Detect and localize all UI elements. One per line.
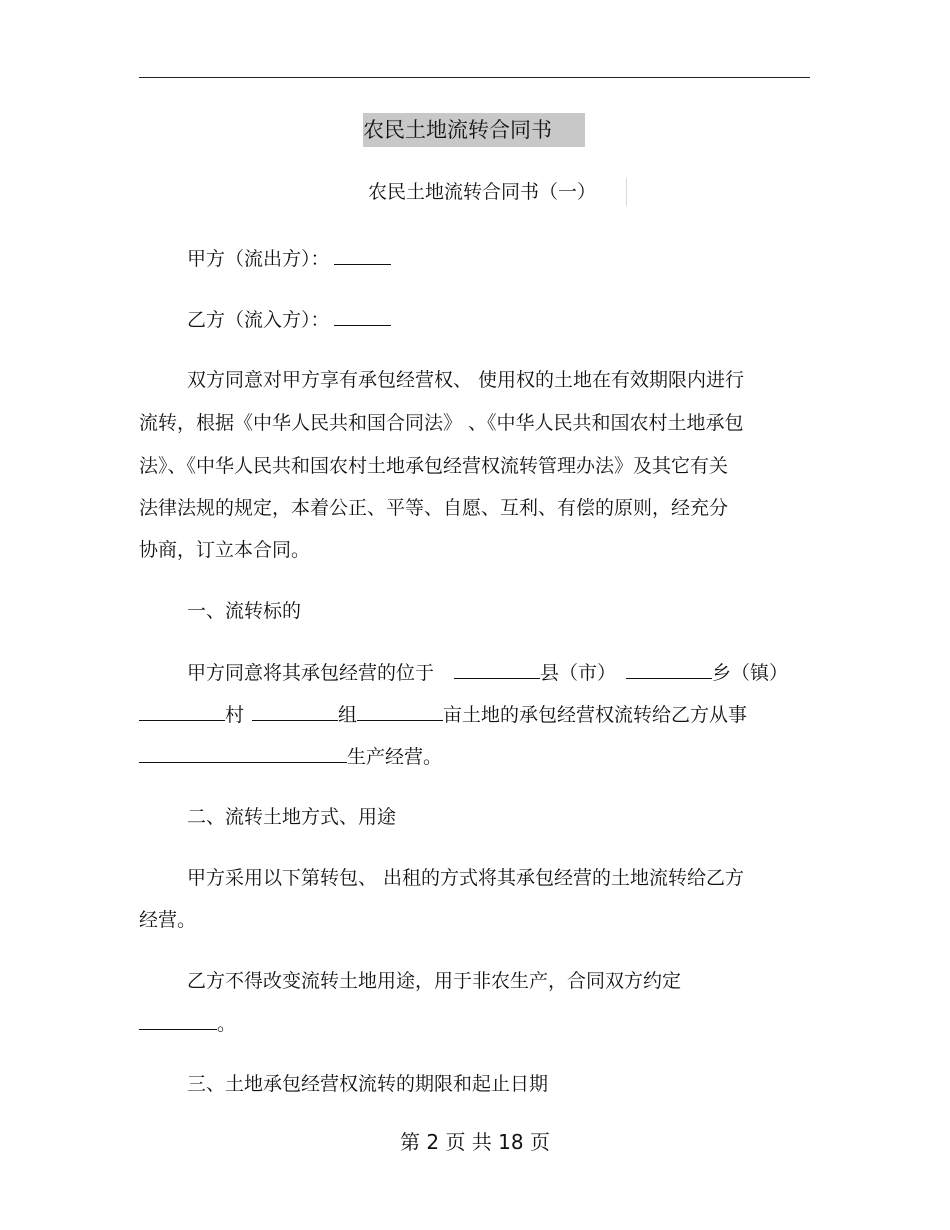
section-3-heading: 三、土地承包经营权流转的期限和起止日期 (187, 1073, 549, 1095)
section-1-line-2 (139, 700, 747, 729)
intro-line-2: 流转，根据《中华人民共和国合同法》 、《中华人民共和国农村土地承包 (139, 412, 744, 434)
group-label: 组 (338, 704, 358, 726)
intro-line-5: 协商，订立本合同。 (139, 539, 311, 561)
acreage-blank (357, 700, 443, 721)
acreage-text: 亩土地的承包经营权流转给乙方从事 (443, 704, 748, 726)
document-title: 农民土地流转合同书 (363, 113, 585, 147)
section-2-heading: 二、流转土地方式、用途 (187, 806, 397, 828)
production-blank (139, 742, 347, 763)
section-2-line-3: 乙方不得改变流转土地用途，用于非农生产，合同双方约定 (187, 970, 682, 992)
party-a-blank (334, 244, 391, 265)
township-label: 乡（镇） (712, 662, 789, 684)
document-subtitle: 农民土地流转合同书（一） (368, 178, 627, 206)
group-blank (252, 700, 338, 721)
page-footer: 第 2 页 共 18 页 (400, 1130, 550, 1154)
party-a-line (187, 244, 391, 273)
production-suffix: 生产经营。 (347, 746, 443, 768)
section-2-line-2: 经营。 (139, 909, 197, 931)
party-b-line (187, 305, 391, 334)
intro-line-3: 法》、《中华人民共和国农村土地承包经营权流转管理办法》及其它有关 (139, 455, 729, 477)
village-blank (139, 700, 225, 721)
intro-line-4: 法律法规的规定，本着公正、平等、自愿、互利、有偿的原则，经充分 (139, 497, 729, 519)
section-1-heading: 一、流转标的 (187, 600, 302, 622)
section-1-line-1 (187, 658, 788, 687)
header-rule (139, 77, 810, 78)
party-a-label: 甲方（流出方）： (187, 248, 330, 270)
township-blank (626, 658, 712, 679)
county-label: 县（市） (540, 662, 617, 684)
party-b-blank (334, 305, 391, 326)
county-blank (454, 658, 540, 679)
party-b-label: 乙方（流入方）： (187, 309, 330, 331)
section-2-line-1: 甲方采用以下第转包、 出租的方式将其承包经营的土地流转给乙方 (187, 867, 745, 889)
village-label: 村 (225, 704, 245, 726)
agreed-use-end: 。 (217, 1013, 237, 1035)
location-prefix: 甲方同意将其承包经营的位于 (187, 662, 435, 684)
intro-line-1: 双方同意对甲方享有承包经营权、 使用权的土地在有效期限内进行 (187, 369, 745, 391)
agreed-use-blank (139, 1009, 217, 1030)
section-1-line-3 (139, 742, 442, 771)
section-2-line-4 (139, 1009, 236, 1038)
